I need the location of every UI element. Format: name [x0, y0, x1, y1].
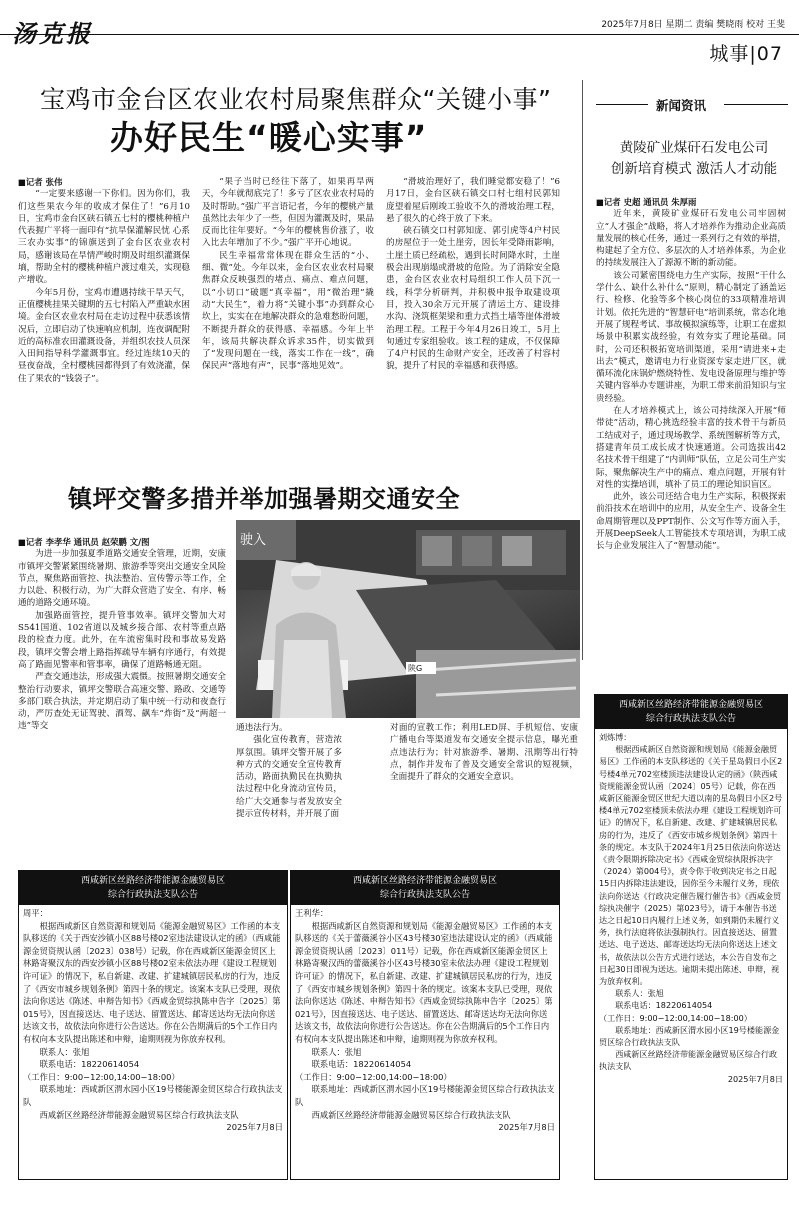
plate-text: 陕G [408, 664, 423, 673]
paragraph: 为进一步加强夏季道路交通安全管理，近期，安康市镇坪交警紧紧围绕暑期、旅游季等突出交通安全风险节点，聚焦路面管控、执法整治、宣传警示等工作，全力以赴、积极行动，为广大群众营造了安全、有序、畅通的道路交通环境。 [18, 549, 226, 609]
paragraph: 该公司紧密围绕电力生产实际，按照“干什么学什么、缺什么补什么”原则，精心制定了涵盖运行、检修、化验等多个核心岗位的33项精准培训计划。依托先进的“智慧矸电”培训系统，常态化地开展了规程考试、事故模拟演练等，让职工在虚拟场景中积累实战经验，有效夯实了理论基础。同时，公司还积极拓宽培训渠道，采用“请进来+走出去”模式，邀请电力行业资深专家走进厂区，就循环流化床锅炉燃烧特性、发电设备原理与维护等关键内容举办专题讲座，为职工带来前沿知识与宝贵经验。 [596, 270, 786, 404]
notice-phone: 联系电话：18220614054 [615, 1000, 713, 1011]
sidebar-label-rule-left [596, 104, 648, 105]
sidebar-byline: ■记者 史超 通讯员 朱厚雨 [596, 197, 697, 207]
notice-header-line1: 西咸新区丝路经济带能源金融贸易区 [618, 700, 763, 710]
notice-header [19, 871, 287, 905]
notice-header-line1: 西咸新区丝路经济带能源金融贸易区 [352, 876, 497, 886]
notice-header-line2: 综合行政执法支队公告 [379, 890, 470, 900]
notice-hours: （工作日：9:00−12:00,14:00−18:00） [599, 1012, 752, 1023]
notice-addressee: 周平： [23, 908, 48, 918]
notice-date: 2025年7月8日 [727, 1073, 783, 1084]
notice-address: 联系地址：西咸新区渭水园小区19号楼能源金贸区综合行政执法支队 [295, 1084, 555, 1107]
notice-contact: 联系人：张旭 [311, 1046, 362, 1057]
paragraph: 在人才培养模式上，该公司持续深入开展“师带徒”活动，精心挑选经验丰富的技术骨干与新员工结成对子，通过现场教学、系统图解析等方式，搭建青年员工成长成才快速通道。公司选拔出42名技术骨干组建了“内训师”队伍，立足公司生产实际，聚焦解决生产中的痛点、难点问题，开展有针对性的实操培训，填补了员工的理论知识盲区。 [596, 406, 786, 490]
main-article-byline: ■记者 张伟 [18, 177, 63, 187]
paragraph: 强化宣传教育，营造浓厚氛围。镇坪交警开展了多种方式的交通安全宣传教育活动，路面执勤民在执勤执法过程中化身流动宣传员，给广大交通参与者发放安全提示宣传材料，并开展了面 [236, 735, 342, 820]
paragraph: 加强路面管控，提升管事效率。镇坪交警加大对S541国道、102省道以及城乡接合部、农村等重点路段的检查力度。此外，在车流密集时段和事故易发路段，镇坪交警会增上路指挥疏导车辆有序通行，有效提高了路面见警率和管事率，确保了道路畅通无阻。 [18, 610, 226, 670]
notice-signature: 西咸新区丝路经济带能源金融贸易区综合行政执法支队 [599, 1049, 778, 1072]
paragraph: 通违法行为。 [236, 723, 288, 733]
main-article-title-line2: 办好民生“暖心实事” [110, 118, 428, 157]
traffic-police-photo [236, 520, 580, 718]
traffic-article-title: 镇坪交警多措并举加强暑期交通安全 [68, 485, 460, 513]
notice-date: 2025年7月8日 [226, 1122, 283, 1133]
notice-body: 根据西咸新区自然资源和规划局《能源金融贸易区》工作函的本支队移送的《关于蕾薇溪谷小区43号楼30室违法建设认定的函》（西咸能源金贸资规认函〔2023〕011号）记载，你在西咸新区能源金贸区上林路寄聚汉西的蕾薇溪谷小区43号楼30室未依法办理《建设工程规划许可证》的情况下，私自新建、改建、扩建城镇居民私房的行为，违反了《西安市城乡规划条例》第四十条的规定。该案本支队已受理，现依法向你送达《陈述、申辩告知书》《西咸金贸综执陈申告字〔2025〕第021号》，因直接送达、电子送达、留置送达、邮寄送达均无法向你送达该文书，故依法向你进行公告送达。你在公告期满后的5个工作日内有权向本支队提出陈述和申辩，逾期则视为你放弃权利。 [295, 920, 553, 1044]
main-article-col1 [18, 176, 190, 476]
traffic-byline: ■记者 李孝华 通讯员 赵荣鹏 文/图 [18, 537, 150, 547]
section-label: 城事|07 [709, 43, 783, 65]
issue-meta: 2025年7月8日 星期二 责编 樊晓雨 校对 王斐 [601, 20, 785, 30]
notice-phone: 联系电话：18220614054 [311, 1059, 412, 1070]
sidebar-label: 新闻资讯 [656, 98, 707, 113]
paragraph: “滑坡治理好了，我们睡觉都安稳了！”6月17日，金台区硖石镇交口村七组村民郭知庞望着屋后刚竣工验收不久的滑坡治理工程，悬了很久的心终于放了下来。 [386, 177, 560, 224]
notice-hours: （工作日：9:00−12:00,14:00−18:00） [295, 1071, 452, 1082]
legal-notice-3 [594, 694, 788, 1180]
paragraph: 今年5月份，宝鸡市遭遇持续干旱天气，正值樱桃挂果关键期的五七村陷入严重缺水困境。金台区农业农村局在走访过程中获悉该情况后，立即启动了快速响应机制，连夜调配附近的高标准农田灌溉设备，并组织农技人员深入田间指导科学灌溉事宜。经过连续10天的昼夜奋战，全村樱桃园都得到了有效浇灌，保住了果农的“钱袋子”。 [18, 287, 190, 384]
notice-date: 2025年7月8日 [498, 1122, 555, 1133]
notice-header [291, 871, 559, 905]
notice-header-line2: 综合行政执法支队公告 [645, 714, 736, 724]
legal-notice-1 [18, 870, 288, 1180]
paragraph: 此外，该公司还结合电力生产实际，积极探索前沿技术在培训中的应用，从安全生产、设备全生命周期管理以及PPT制作、公文写作等方面入手，开展DeepSeek人工智能技术专项培训，为职工成长与企业发展注入了“智慧动能”。 [596, 492, 786, 552]
notice-header-line1: 西咸新区丝路经济带能源金融贸易区 [80, 876, 225, 886]
paragraph: 民生幸福常常体现在群众生活的“小、细、微”处。今年以来，金台区农业农村局聚焦群众反映强烈的堵点、痛点、难点问题，以“小切口”破题“真幸福”，用“微治理”撬动“大民生”，着力将“关键小事”办到群众心坎上，实实在在地解决群众的急难愁盼问题，不断提升群众的获得感、幸福感。今年上半年，该局共解决群众诉求35件，切实做到了“发现问题在一线，落实工作在一线”，确保民声“落地有声”，民事“落地见效”。 [202, 250, 374, 372]
column-divider [582, 80, 583, 660]
main-article-col3 [386, 176, 560, 476]
legal-notice-2 [290, 870, 560, 1180]
notice-signature: 西咸新区丝路经济带能源金融贸易区综合行政执法支队 [39, 1109, 239, 1120]
notice-hours: （工作日：9:00−12:00,14:00−18:00） [23, 1071, 180, 1082]
sidebar-label-rule-right [724, 104, 788, 105]
sidebar-article-body [596, 196, 786, 666]
header-rule [0, 34, 799, 35]
paragraph: 硖石镇交口村郭知庞、郭引虎等4户村民的房屋位于一处土崖旁，因长年受降雨影响，土崖土质已经疏松，遇到长时间降水时，土崖极会出现崩塌或滑坡的危险。为了消除安全隐患，金台区农业农村局组织工作人员下沉一线，科学分析研判，并积极申报争取建设项目，投入30余万元开展了清运土方、建设排水沟、浇筑框架梁和重力式挡土墙等崖体滑坡治理工程。工程于今年4月26日竣工，5月上旬通过专家组验收。该工程的建成，不仅保障了4户村民的生命财产安全，还改善了村容村貌，提升了村民的幸福感和获得感。 [386, 226, 560, 372]
notice-addressee: 刘炼博： [599, 732, 632, 742]
notice-address: 联系地址：西咸新区渭水园小区19号楼能源金贸区综合行政执法支队 [599, 1024, 780, 1048]
traffic-article-col-right [390, 722, 578, 862]
notice-phone: 联系电话：18220614054 [39, 1059, 140, 1070]
notice-body: 根据西咸新区自然资源和规划局《能源金融贸易区》工作函的本支队移送的《关于西安沙镇小区88号楼02室违法建设认定的函》（西咸能源金贸资规认函〔2023〕038号）记载，你在西咸新区能源金贸区上林路寄聚汉东的西安沙镇小区88号楼02室未依法办理《建设工程规划许可证》的情况下，私自新建、改建、扩建城镇居民私房的行为，违反了《西安市城乡规划条例》第四十条的规定。该案本支队已受理，现依法向你送达《陈述、申辩告知书》《西咸金贸综执陈申告字〔2025〕第015号》，因直接送达、电子送达、留置送达、邮寄送达均无法向你送达该文书，故依法向你进行公告送达。你在公告期满后的5个工作日内有权向本支队提出陈述和申辩，逾期则视为你放弃权利。 [23, 920, 281, 1044]
paragraph: “一定要来感谢一下你们。因为你们，我们这些果农今年的收成才保住了！”6月10日，宝鸡市金台区硖石镇五七村的樱桃种植户代表握广平将一面印有“抗旱保灌解民忧 心系三农办实事”的锦旗送到了金台区农业农村局，感谢该局在旱情严峻时期及时组织灌溉保墒，帮助全村的樱桃种植户渡过难关，实现稳产增收。 [18, 189, 190, 286]
notice-signature: 西咸新区丝路经济带能源金融贸易区综合行政执法支队 [311, 1109, 511, 1120]
main-article-title-line1: 宝鸡市金台区农业农村局聚焦群众“关键小事” [40, 85, 552, 114]
sidebar-title-line2: 创新培育模式 激活人才动能 [610, 161, 778, 177]
main-article-col2 [202, 176, 374, 476]
notice-contact: 联系人：张旭 [39, 1046, 90, 1057]
paragraph: “果子当时已经往下落了，如果再旱两天，今年就彻底完了！多亏了区农业农村局的及时帮助。”强广平言语记者，今年的樱桃产量虽然比去年少了一些，但因为灌溉及时，果品反而比往年要好。“今年的樱桃售价涨了，收入比去年增加了不少。”强广平开心地说。 [202, 177, 374, 249]
notice-header-line2: 综合行政执法支队公告 [107, 890, 198, 900]
notice-address: 联系地址：西咸新区渭水园小区19号楼能源金贸区综合行政执法支队 [23, 1084, 283, 1107]
paragraph: 对面的宣教工作；利用LED屏、手机短信、安康广播电台等渠道发布交通安全提示信息，曝光重点违法行为；针对旅游季、暑期、汛期等出行特点，制作并发布了普及交通安全常识的短视频，全面提升了群众的交通安全意识。 [390, 723, 578, 783]
sign-text: 驶入 [240, 533, 267, 548]
paragraph: 严查交通违法，形成强大震慑。按照暑期交通安全整治行动要求，镇坪交警联合高速交警、路政、交通等多部门联合执法，并定期启动了集中统一行动和夜查行动，严厉查处无证驾驶、酒驾、飙车“炸街”及“两超一违”等交 [18, 672, 226, 732]
traffic-article-col-left [18, 536, 226, 866]
notice-header [595, 695, 787, 729]
traffic-article-col-mid [236, 722, 342, 862]
notice-contact: 联系人：张旭 [615, 988, 664, 999]
newspaper-logo: 汤克报 [12, 19, 93, 48]
notice-addressee: 王利华： [295, 908, 329, 918]
notice-body: 根据西咸新区自然资源和规划局《能源金融贸易区》工作函的本支队移送的《关于星岛假日小区2号楼4单元702室楼顶违法建设认定的函》（陕西咸资规能源金贸认函〔2024〕05号）记载，你在西咸新区能源金贸区世纪大道以南的星岛假日小区2号楼4单元702室楼顶未依法办理《建设工程规划许可证》的情况下，私自新建、改建、扩建城镇居民私房的行为，违反了《西安市城乡规划条例》第四十条的规定。本支队于2024年1月25日依法向你送达《责令限期拆除决定书》《西咸金贸综执限拆决字（2024）第004号》，责令你于收到决定书之日起15日内拆除违法建设，因你至今未履行义务，现依法向你送达《行政决定催告履行催告书》《西咸金贸综执决催字（2025）第023号》，请于本催告书送达之日起10日内履行上述义务，如到期仍未履行义务，执行法庭将依法强制执行。因直接送达、留置送达、电子送达、邮寄送达均无法向你送达上述文书，故依法以公告方式进行送达，本公告自发布之日起30日即视为送达。逾期未提出陈述、申辩，视为放弃权利。 [599, 744, 783, 987]
sidebar-title-line1: 黄陵矿业煤矸石发电公司 [619, 140, 769, 156]
paragraph: 近年来，黄陵矿业煤矸石发电公司牢固树立“人才强企”战略，将人才培养作为推动企业高质量发展的核心任务，通过一系列行之有效的举措，构建起了全方位、多层次的人才培养体系，为企业的持续发展注入了源源不断的新动能。 [596, 209, 786, 269]
photo-illustration [236, 520, 580, 718]
